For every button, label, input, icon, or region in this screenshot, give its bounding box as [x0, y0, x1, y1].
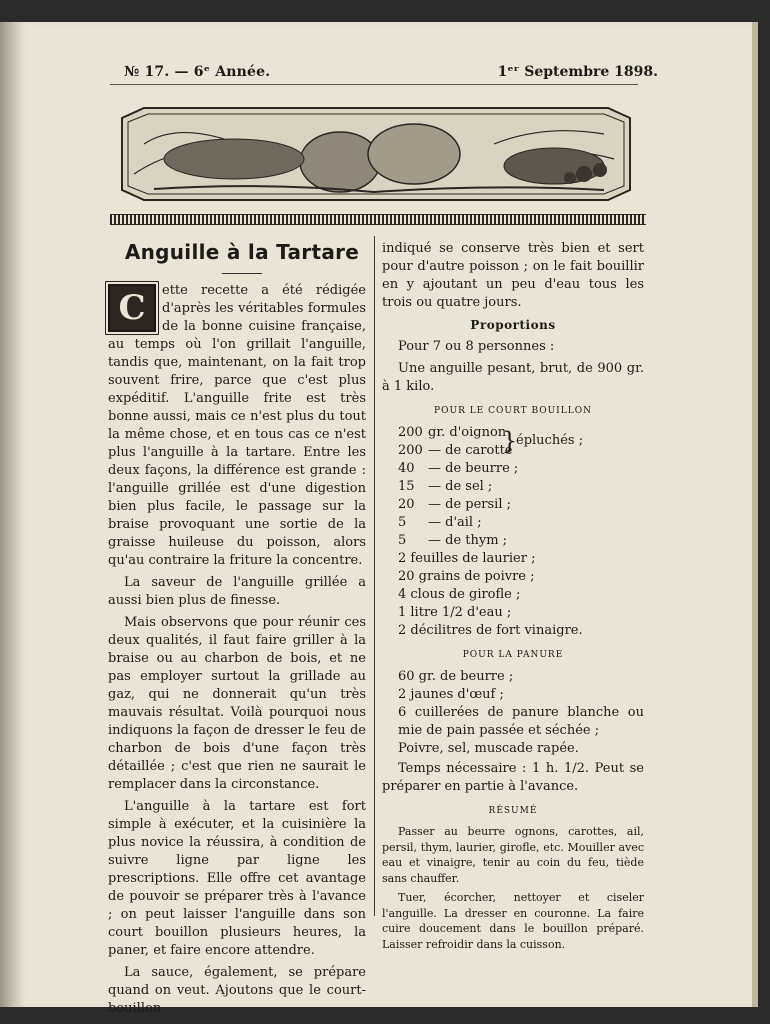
resume-paragraph-1: Passer au beurre ognons, carottes, ail, persil, thym, laurier, girofle, etc. Mouiller avec eau et vinaigre, tenir au coin du feu, tiède sans chauffer.: [382, 825, 644, 885]
list-item: 20 grains de poivre ;: [398, 569, 535, 584]
resume-heading: RÉSUMÉ: [488, 806, 538, 816]
persons-line: Pour 7 ou 8 personnes :: [398, 339, 555, 354]
paragraph-3: Mais observons que pour réunir ces deux qualités, il faut faire griller à la braise ou au charbon de bois, et ne pas employer surtout la grillade au gaz, qui ne donnerait qu'un très mauvais résultat. Voilà pourquoi nous indiquons la façon de dresser le feu de charbon de bois d'une façon très détaillée ; c'est que rien ne saurait le remplacer dans la circonstance.: [108, 615, 366, 792]
paragraph-4: L'anguille à la tartare est fort simple à exécuter, et la cuisinière la plus novice la réussira, à condition de suivre ligne par ligne les prescriptions. Elle offre cet avantage de pouvoir se préparer très à l'avance ; on peut laisser l'anguille dans son court bouillon plusieurs heures, la paner, et faire encore attendre.: [108, 799, 366, 958]
time-line: Temps nécessaire : 1 h. 1/2. Peut se préparer en partie à l'avance.: [382, 761, 644, 794]
list-item: 2 jaunes d'œuf ;: [398, 687, 504, 702]
right-column: [382, 240, 644, 956]
brace-glyph: }: [502, 427, 518, 455]
court-bouillon-heading: POUR LE COURT BOUILLON: [434, 406, 592, 416]
list-item: Poivre, sel, muscade rapée.: [398, 741, 579, 756]
paragraph-continued: indiqué se conserve très bien et sert pour d'autre poisson ; on le fait bouillir en y ajoutant un peu d'eau tous les trois ou quatre jours.: [382, 241, 644, 310]
issue-number: № 17. — 6ᵉ Année.: [124, 64, 271, 80]
resume-paragraph-2: Tuer, écorcher, nettoyer et ciseler l'anguille. La dresser en couronne. La faire cuire doucement dans le bouillon préparé. Laisser refroidir dans la cuisson.: [382, 891, 644, 951]
panure-list: [382, 668, 644, 758]
header-rule: [110, 84, 638, 85]
list-item: 60 gr. de beurre ;: [398, 669, 514, 684]
list-item: 200 — de carotte: [398, 443, 513, 458]
list-item: 5 — d'ail ;: [398, 515, 482, 530]
title-rule: [222, 273, 262, 274]
list-item: 5 — de thym ;: [398, 533, 508, 548]
list-item: 6 cuillerées de panure blanche ou mie de pain passée et séchée ;: [398, 705, 644, 738]
list-item: 2 feuilles de laurier ;: [398, 551, 536, 566]
list-item: 40 — de beurre ;: [398, 461, 519, 476]
paragraph-1: C ette recette a été rédigée d'après les véritables formules de la bonne cuisine française, au temps où l'on grillait l'anguille, tandis que, maintenant, on la fait trop souvent frire, parce que c'est plus expéditif. L'anguille frite est très bonne aussi, mais ce n'est plus du tout la même chose, et en tous cas ce n'est plus l'anguille à la tartare. Entre les deux façons, la différence est grande : l'anguille grillée est d'une digestion bien plus facile, le passage sur la braise provoquant une sortie de la graisse huileuse du poisson, alors qu'au contraire la friture la concentre.: [108, 283, 366, 568]
list-item: 2 décilitres de fort vinaigre.: [398, 623, 583, 638]
column-separator: [374, 236, 375, 916]
article-title: Anguille à la Tartare: [124, 240, 360, 264]
list-item: 4 clous de girofle ;: [398, 587, 521, 602]
panure-heading: POUR LA PANURE: [462, 650, 564, 660]
proportions-heading: Proportions: [470, 318, 556, 332]
list-item: 200 gr. d'oignon: [398, 425, 507, 440]
list-item: 20 — de persil ;: [398, 497, 512, 512]
left-column: [108, 282, 366, 1022]
brace-label: épluchés ;: [516, 433, 584, 448]
page-edge: [752, 22, 758, 1007]
decorative-rule: [110, 214, 646, 225]
drop-cap: C: [108, 284, 156, 332]
book-spine: [0, 22, 26, 1007]
issue-date: 1ᵉʳ Septembre 1898.: [497, 64, 658, 80]
paragraph-5: La sauce, également, se prépare quand on veut. Ajoutons que le court-bouillon: [108, 965, 366, 1016]
court-bouillon-list: [382, 424, 644, 640]
paragraph-2: La saveur de l'anguille grillée a aussi bien plus de finesse.: [108, 575, 366, 608]
vegetable-banner-illustration: [114, 104, 638, 204]
eel-line: Une anguille pesant, brut, de 900 gr. à 1 kilo.: [382, 361, 644, 394]
list-item: 15 — de sel ;: [398, 479, 493, 494]
list-item: 1 litre 1/2 d'eau ;: [398, 605, 512, 620]
